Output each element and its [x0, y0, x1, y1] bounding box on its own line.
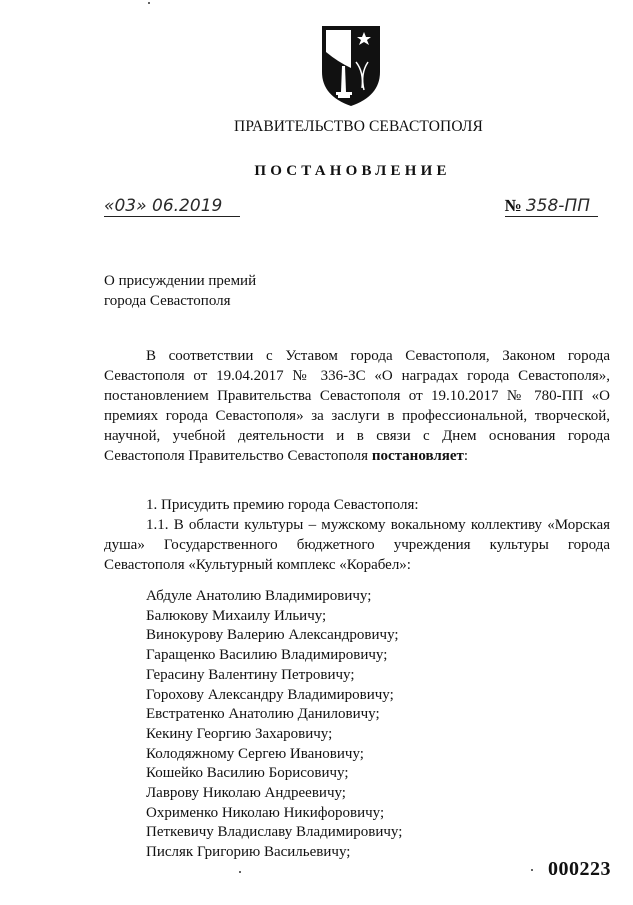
government-title: ПРАВИТЕЛЬСТВО СЕВАСТОПОЛЯ: [234, 118, 483, 135]
scan-speck: [148, 2, 150, 4]
number-value: 358-ПП: [525, 196, 590, 216]
list-item: Гаращенко Василию Владимировичу;: [146, 647, 388, 664]
preamble-text: В соответствии с Уставом города Севастополя, Законом города Севастополя от 19.04.2017 № 336-ЗС «О наградах города Севастополя», постановлением Правительства Севастополя от 19.10.2017 № 780-ПП «О премиях города Севастополя» за заслуги в профессиональной, творческой, научной, учебной деятельности и в связи с Днем основания города Севастополя Правительство Севастополя: [104, 348, 610, 464]
document-number: [505, 196, 599, 217]
list-item: Петкевичу Владиславу Владимировичу;: [146, 824, 403, 841]
preamble-end: :: [463, 448, 469, 464]
document-subject: [104, 271, 256, 311]
list-item: Герасину Валентину Петровичу;: [146, 666, 355, 683]
recipient-list: [146, 587, 402, 863]
list-item: Балюкову Михаилу Ильичу;: [146, 607, 327, 624]
document-date: «03» 06.2019: [104, 196, 240, 217]
document-type-title: ПОСТАНОВЛЕНИЕ: [254, 163, 451, 179]
subject-line-2: города Севастополя: [104, 293, 231, 309]
list-item: Писляк Григорию Васильевичу;: [146, 844, 351, 861]
clause-1-1: 1.1. В области культуры – мужскому вокальному коллективу «Морская душа» Государственного бюджетного учреждения культуры города Севастополя «Культурный комплекс «Корабел»:: [104, 517, 610, 573]
preamble-verb: постановляет: [371, 448, 464, 464]
serial-number: 000223: [548, 858, 611, 880]
subject-line-1: О присуждении премий: [104, 273, 257, 289]
list-item: Колодяжному Сергею Ивановичу;: [146, 745, 364, 762]
sevastopol-coat-of-arms-icon: [318, 22, 384, 108]
scan-speck: [239, 871, 241, 873]
list-item: Охрименко Николаю Никифоровичу;: [146, 804, 385, 821]
preamble-paragraph: [104, 346, 610, 466]
list-item: Горохову Александру Владимировичу;: [146, 686, 394, 703]
number-sign: №: [504, 196, 522, 215]
list-item: Кошейко Василию Борисовичу;: [146, 765, 349, 782]
clause-1-title: 1. Присудить премию города Севастополя:: [146, 497, 419, 513]
list-item: Винокурову Валерию Александровичу;: [146, 627, 399, 644]
list-item: Абдуле Анатолию Владимировичу;: [146, 588, 372, 604]
list-item: Кекину Георгию Захаровичу;: [146, 725, 333, 742]
scan-speck: [531, 869, 533, 871]
list-item: Евстратенко Анатолию Даниловичу;: [146, 706, 380, 723]
clause-1: [104, 495, 610, 575]
list-item: Лаврову Николаю Андреевичу;: [146, 785, 346, 802]
